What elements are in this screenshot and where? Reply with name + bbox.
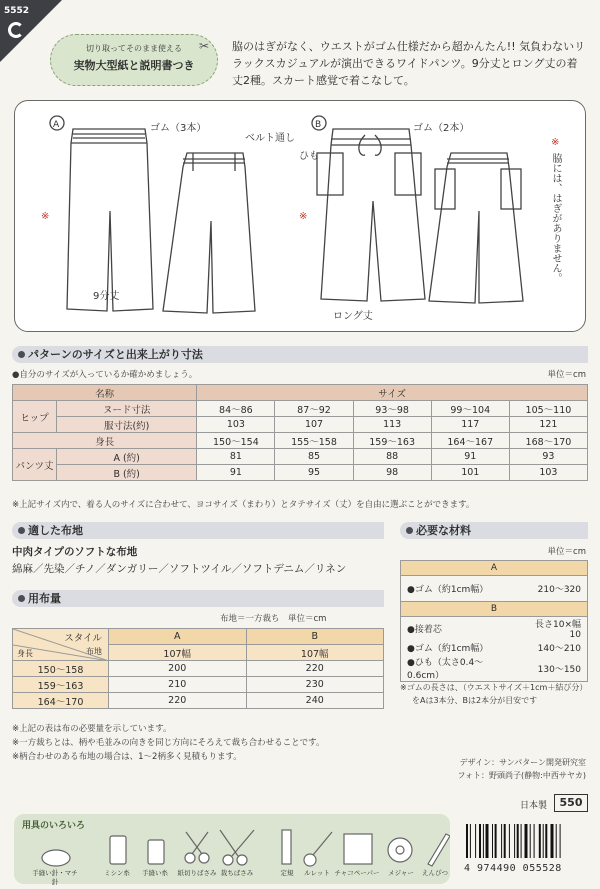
label-fabric: 布地	[86, 647, 102, 656]
credit-photo: フォト：野頭尚子(静物:中西サヤカ)	[457, 771, 586, 780]
cell: 長さ10×幅10	[520, 617, 587, 641]
asterisk-a: ※	[41, 211, 50, 222]
table-row	[13, 677, 384, 693]
cell: 103	[197, 417, 275, 433]
label-9bu: 9分丈	[93, 291, 120, 302]
cell: 93〜98	[353, 401, 431, 417]
table-row	[13, 661, 384, 677]
tool-label: ミシン糸	[104, 869, 130, 877]
usage-header-note: 布地＝一方裁ち 単位＝cm	[220, 614, 327, 624]
row-nude: ヌード寸法	[57, 401, 197, 417]
size-unit: 単位＝cm	[547, 370, 586, 380]
cell: 220	[246, 661, 384, 677]
col-b: B	[246, 629, 384, 645]
cell: 84〜86	[197, 401, 275, 417]
size-hint: ●自分のサイズが入っているか確かめましょう。	[12, 370, 198, 380]
diag-header	[13, 629, 109, 661]
side-seam-note: 脇には、はぎがありません。	[550, 153, 561, 283]
cell: 99〜104	[431, 401, 509, 417]
cell: 107	[275, 417, 353, 433]
cell: 93	[509, 449, 587, 465]
thread-spool-icon	[110, 836, 126, 864]
cell: 220	[109, 693, 247, 709]
barcode-number: 4 974490 055528	[464, 863, 562, 874]
tools-heading: 用具のいろいろ	[22, 821, 86, 831]
tool-label: 裁ちばさみ	[220, 869, 254, 877]
hand-thread-icon	[148, 840, 164, 864]
paper-scissors-icon	[185, 832, 209, 863]
cell: 101	[431, 465, 509, 481]
barcode	[464, 824, 588, 874]
label-height: 身長	[17, 649, 33, 658]
cell: 140〜210	[520, 640, 587, 655]
width-a: 107幅	[109, 645, 247, 661]
barcode-bars	[464, 824, 588, 860]
tool-label: 手縫い糸	[142, 869, 168, 877]
label-long: ロング丈	[333, 311, 373, 322]
cell: 155〜158	[275, 433, 353, 449]
table-row	[13, 417, 588, 433]
asterisk-b: ※	[299, 211, 308, 222]
size-table	[12, 384, 588, 481]
fabric-section-heading: 適した布地	[12, 522, 384, 539]
table-row	[13, 693, 384, 709]
tool-label: チャコペーパー	[334, 869, 380, 877]
usage-table-wrap	[12, 628, 384, 720]
scissors-icon: ✂	[198, 39, 209, 53]
row-garment: 服寸法(約)	[57, 417, 197, 433]
cell: 130〜150	[520, 655, 587, 682]
materials-table	[400, 560, 588, 682]
mark-a: A	[53, 120, 60, 130]
label-gomu-3: ゴム（3本）	[150, 123, 207, 134]
ruler-icon	[282, 830, 291, 864]
cell: ●ひも（太さ0.4〜0.6cm）	[401, 655, 521, 682]
label-style: スタイル	[64, 633, 102, 644]
made-in-japan: 日本製	[520, 801, 548, 811]
cell: 210	[109, 677, 247, 693]
cell: 150〜154	[197, 433, 275, 449]
usage-section-heading: 用布量	[12, 590, 384, 607]
cell: 117	[431, 417, 509, 433]
cell: ●接着芯	[401, 617, 521, 641]
tools-panel	[14, 814, 450, 884]
table-row	[13, 401, 588, 417]
tag-title: 実物大型紙と説明書つき	[73, 59, 195, 72]
cell: ●ゴム（約1cm幅）	[401, 576, 521, 602]
cell: ●ゴム（約1cm幅）	[401, 640, 521, 655]
tool-label: ルレット	[304, 869, 330, 877]
fabric-type: 中肉タイプのソフトな布地	[12, 546, 138, 558]
mat-a-head: A	[401, 561, 588, 576]
cell: 121	[509, 417, 587, 433]
cell: 98	[353, 465, 431, 481]
table-row	[401, 655, 588, 682]
materials-note-1: ※ゴムの長さは、（ウエストサイズ＋1cm＋結び分）	[400, 683, 588, 692]
row-hip: ヒップ	[13, 401, 57, 433]
usage-note-3: ※柄合わせのある布地の場合は、1〜2柄多く見積もります。	[12, 752, 242, 762]
shears-icon	[220, 830, 254, 865]
cell: 150〜158	[13, 661, 109, 677]
illustration-panel	[14, 100, 586, 332]
cell: 85	[275, 449, 353, 465]
brand-logo-icon	[8, 22, 24, 38]
fabric-list: 綿麻／先染／チノ／ダンガリー／ソフトツイル／ソフトデニム／リネン	[12, 563, 347, 575]
size-footnote: ※上記サイズ内で、着る人のサイズに合わせて、ヨコサイズ（まわり）とタテサイズ（丈）を自由に選ぶことができます。	[12, 500, 475, 510]
chalk-paper-icon	[344, 834, 372, 864]
row-height: 身長	[13, 433, 197, 449]
cell: 210〜320	[520, 576, 587, 602]
col-size: サイズ	[197, 385, 588, 401]
cell: 230	[246, 677, 384, 693]
pincushion-icon	[42, 850, 70, 866]
pattern-code: 5552	[4, 6, 30, 16]
price-box: 550	[554, 794, 588, 812]
col-a: A	[109, 629, 247, 645]
label-gomu-2: ゴム（2本）	[413, 123, 470, 134]
tool-label: 紙切りばさみ	[177, 869, 217, 877]
row-a: A (約)	[57, 449, 197, 465]
feature-tag	[50, 34, 218, 86]
tracing-wheel-icon	[304, 832, 332, 866]
materials-note-2: をAは3本分、Bは2本分が目安です	[412, 696, 538, 705]
cell: 240	[246, 693, 384, 709]
table-row	[13, 449, 588, 465]
credit-design: デザイン：サンパターン開発研究室	[459, 758, 586, 767]
tools-icons	[14, 828, 450, 868]
usage-table	[12, 628, 384, 709]
cell: 159〜163	[13, 677, 109, 693]
pants-illustration	[15, 101, 587, 333]
cell: 105〜110	[509, 401, 587, 417]
cell: 168〜170	[509, 433, 587, 449]
cell: 103	[509, 465, 587, 481]
table-row	[401, 617, 588, 641]
tool-label: 手縫い針・マチ針	[32, 869, 78, 886]
materials-unit: 単位＝cm	[547, 547, 586, 557]
tool-label: メジャー	[388, 869, 414, 877]
table-row	[401, 576, 588, 602]
materials-section-heading: 必要な材料	[400, 522, 588, 539]
mark-b: B	[315, 120, 322, 130]
usage-note-1: ※上記の表は布の必要量を示しています。	[12, 724, 172, 734]
usage-note-2: ※一方裁ちとは、柄や毛並みの向きを同じ方向にそろえて裁ち合わせることです。	[12, 738, 325, 748]
width-b: 107幅	[246, 645, 384, 661]
asterisk-note: ※	[551, 137, 560, 148]
table-row	[401, 640, 588, 655]
cell: 91	[197, 465, 275, 481]
row-b: B (約)	[57, 465, 197, 481]
cell: 81	[197, 449, 275, 465]
pencil-icon	[428, 834, 450, 866]
cell: 164〜170	[13, 693, 109, 709]
mat-b-head: B	[401, 602, 588, 617]
tool-label: 定規	[280, 869, 294, 877]
tool-label: えんぴつ	[422, 869, 448, 877]
row-pants: パンツ丈	[13, 449, 57, 481]
tape-measure-icon	[388, 838, 412, 862]
cell: 113	[353, 417, 431, 433]
intro-text: 脇のはぎがなく、ウエストがゴム仕様だから超かんたん!! 気負わないリラックスカジュアルが演出できるワイドパンツ。9分丈とロング丈の着丈2種。スカート感覚で着こなして。	[232, 40, 586, 87]
cell: 200	[109, 661, 247, 677]
size-section-heading: パターンのサイズと出来上がり寸法	[12, 346, 588, 363]
cell: 87〜92	[275, 401, 353, 417]
cell: 88	[353, 449, 431, 465]
cell: 95	[275, 465, 353, 481]
cell: 164〜167	[431, 433, 509, 449]
table-row	[13, 465, 588, 481]
cell: 159〜163	[353, 433, 431, 449]
label-himo: ひも	[299, 151, 319, 162]
col-name: 名称	[13, 385, 197, 401]
label-belt-loop: ベルト通し	[245, 133, 295, 144]
tag-subtitle: 切り取ってそのまま使える	[86, 44, 182, 53]
table-row	[13, 433, 588, 449]
cell: 91	[431, 449, 509, 465]
